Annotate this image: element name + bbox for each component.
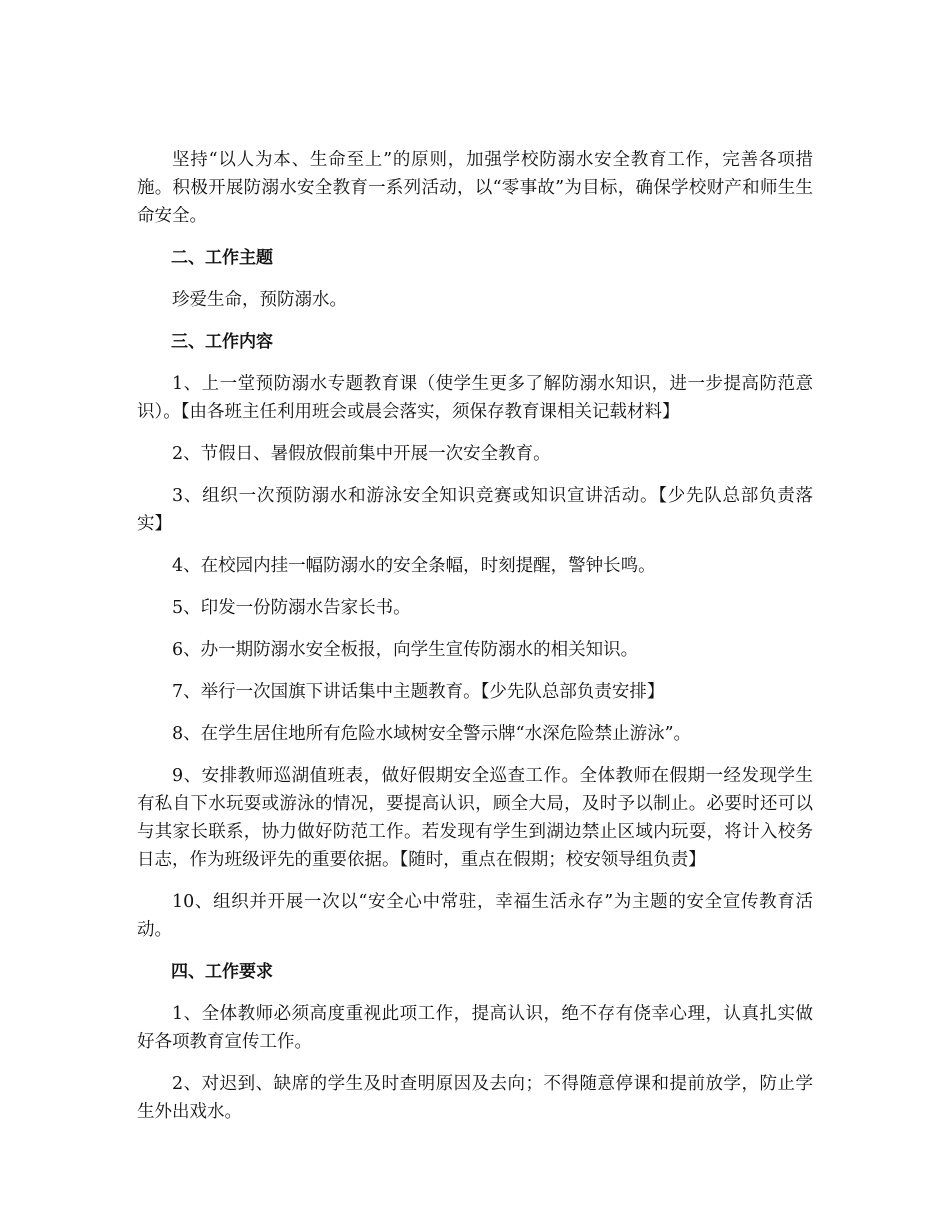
content-item-2: 2、节假日、暑假放假前集中开展一次安全教育。 [172,444,551,464]
theme-paragraph: 珍爱生命，预防溺水。 [172,290,347,310]
document-body [137,146,813,1140]
content-item-8: 8、在学生居住地所有危险水域树安全警示牌“水深危险禁止游泳”。 [172,724,692,744]
content-item-7: 7、举行一次国旗下讲话集中主题教育。【少先队总部负责安排】 [172,682,665,702]
section-heading-theme: 二、工作主题 [171,248,273,268]
content-item-4: 4、在校园内挂一幅防溺水的安全条幅，时刻提醒，警钟长鸣。 [172,556,656,576]
section-heading-content: 三、工作内容 [171,332,273,352]
requirement-item-1: 1、全体教师必须高度重视此项工作，提高认识，绝不存有侥幸心理，认真扎实做好各项教育宣传工作。 [137,1004,813,1052]
content-item-5: 5、印发一份防溺水告家长书。 [172,598,411,618]
section-heading-requirements: 四、工作要求 [171,962,273,982]
content-item-6: 6、办一期防溺水安全板报，向学生宣传防溺水的相关知识。 [172,640,639,660]
content-item-1: 1、上一堂预防溺水专题教育课（使学生更多了解防溺水知识，进一步提高防范意识）。【由各班主任利用班会或晨会落实，须保存教育课相关记载材料】 [137,374,813,422]
requirement-item-2: 2、对迟到、缺席的学生及时查明原因及去向；不得随意停课和提前放学，防止学生外出戏水。 [137,1074,813,1122]
intro-paragraph: 坚持“以人为本、生命至上”的原则，加强学校防溺水安全教育工作，完善各项措施。积极开展防溺水安全教育一系列活动，以“零事故”为目标，确保学校财产和师生生命安全。 [137,150,813,226]
content-item-9: 9、安排教师巡湖值班表，做好假期安全巡查工作。全体教师在假期一经发现学生有私自下水玩耍或游泳的情况，要提高认识，顾全大局，及时予以制止。必要时还可以与其家长联系，协力做好防范工作。若发现有学生到湖边禁止区域内玩耍，将计入校务日志，作为班级评先的重要依据。【随时，重点在假期；校安领导组负责】 [137,766,813,870]
content-item-10: 10、组织并开展一次以“安全心中常驻，幸福生活永存”为主题的安全宣传教育活动。 [137,892,813,940]
content-item-3: 3、组织一次预防溺水和游泳安全知识竞赛或知识宣讲活动。【少先队总部负责落实】 [137,486,813,534]
